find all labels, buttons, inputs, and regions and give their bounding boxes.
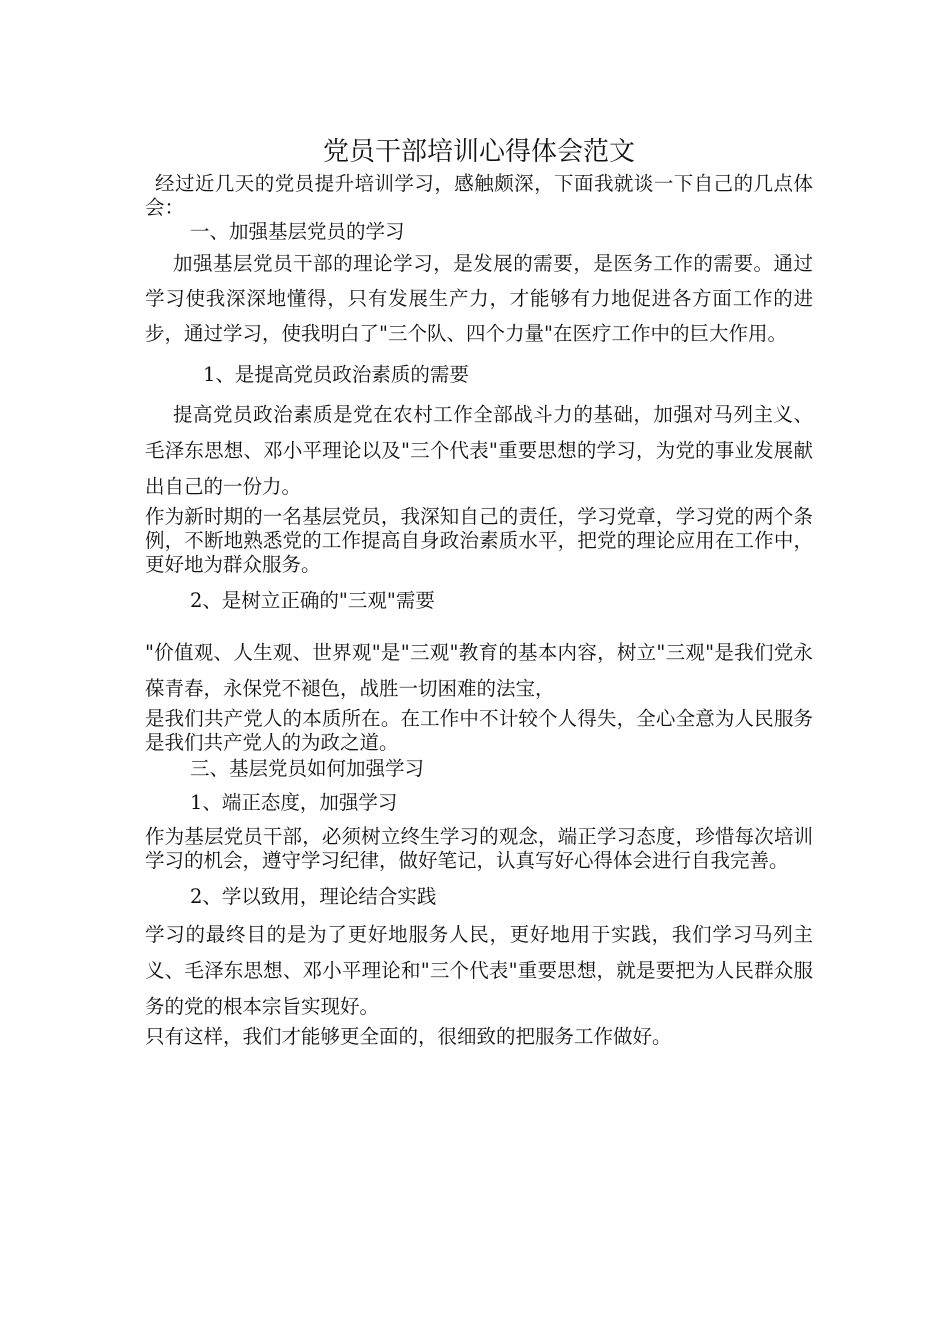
paragraph-1 (145, 246, 813, 351)
paragraph-5b-text: 只有这样，我们才能够更全面的，很细致的把服务工作做好。 (145, 1025, 672, 1048)
intro-paragraph: 经过近几天的党员提升培训学习，感触颇深，下面我就谈一下自己的几点体会： (145, 172, 813, 219)
subheading-2: 2、是树立正确的"三观"需要 (190, 589, 435, 612)
document-body (145, 132, 813, 1049)
document-title: 党员干部培训心得体会范文 (322, 137, 635, 167)
paragraph-3b-text: 是我们共产党人的本质所在。在工作中不计较个人得失，全心全意为人民服务是我们共产党人的为政之道。 (145, 707, 813, 754)
section-heading-1: 一、加强基层党员的学习 (190, 220, 405, 243)
paragraph-3a-text: "价值观、人生观、世界观"是"三观"教育的基本内容，树立"三观"是我们党永葆青春，永保党不褪色，战胜一切困难的法宝， (145, 641, 813, 700)
paragraph-1-text: 加强基层党员干部的理论学习，是发展的需要，是医务工作的需要。通过学习使我深深地懂得，只有发展生产力，才能够有力地促进各方面工作的进步，通过学习，使我明白了"三个队、四个力量"在医疗工作中的巨大作用。 (145, 252, 813, 345)
paragraph-3 (145, 635, 813, 755)
paragraph-2 (145, 397, 813, 577)
paragraph-5a-text: 学习的最终目的是为了更好地服务人民，更好地用于实践，我们学习马列主义、毛泽东思想、邓小平理论和"三个代表"重要思想，就是要把为人民群众服务的党的根本宗旨实现好。 (145, 923, 813, 1018)
paragraph-2a-text: 提高党员政治素质是党在农村工作全部战斗力的基础，加强对马列主义、毛泽东思想、邓小平理论以及"三个代表"重要思想的学习，为党的事业发展献出自己的一份力。 (145, 403, 813, 498)
paragraph-2b-text: 作为新时期的一名基层党员，我深知自己的责任，学习党章，学习党的两个条例，不断地熟悉党的工作提高自身政治素质水平，把党的理论应用在工作中，更好地为群众服务。 (145, 505, 813, 576)
section-heading-3: 三、基层党员如何加强学习 (190, 757, 425, 780)
paragraph-4: 作为基层党员干部，必须树立终生学习的观念，端正学习态度，珍惜每次培训学习的机会，遵守学习纪律，做好笔记，认真写好心得体会进行自我完善。 (145, 825, 813, 872)
subheading-1: 1、是提高党员政治素质的需要 (203, 363, 469, 386)
subheading-3: 1、端正态度，加强学习 (190, 791, 398, 814)
subheading-4: 2、学以致用，理论结合实践 (190, 885, 437, 908)
paragraph-5 (145, 917, 813, 1049)
